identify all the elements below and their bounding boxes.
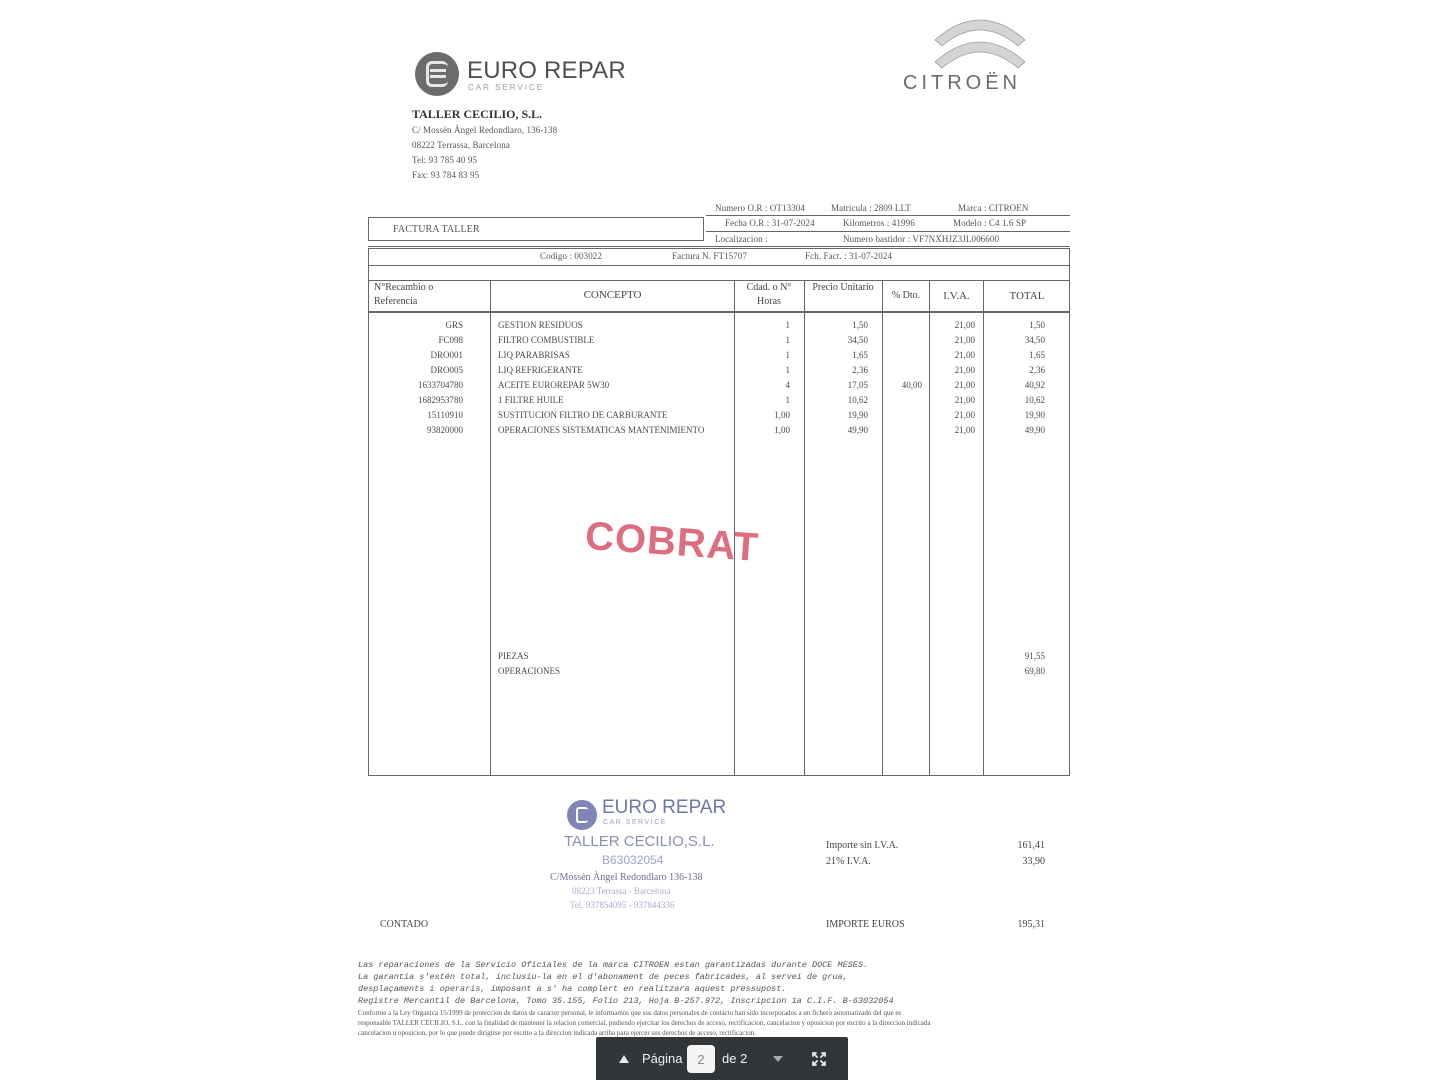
importe-euros-label: IMPORTE EUROS	[826, 919, 905, 930]
row-concepto: ACEITE EUROREPAR 5W30	[498, 380, 610, 390]
row-cantidad: 1	[785, 335, 790, 345]
header-divider	[706, 215, 1070, 216]
row-iva: 21,00	[954, 380, 975, 390]
row-concepto: LIQ PARABRISAS	[498, 350, 570, 360]
payment-method: CONTADO	[380, 919, 429, 930]
table-top-line	[368, 246, 1070, 247]
row-iva: 21,00	[954, 365, 975, 375]
page-number-input[interactable]	[687, 1045, 715, 1073]
factura-numero: Factura N. FT15707	[672, 251, 748, 261]
row-total: 34,50	[1024, 335, 1045, 345]
row-precio: 10,62	[847, 395, 868, 405]
row-referencia: 93820000	[427, 425, 463, 435]
stamp-tel: Tel. 937854095 - 937844336	[570, 900, 675, 910]
row-total: 1,50	[1029, 320, 1045, 330]
header-referencia: N°Recambio o Referencia	[374, 282, 434, 307]
subtotal-operaciones-value: 69,80	[1024, 666, 1045, 676]
marca: Marca : CITROEN	[958, 203, 1029, 213]
header-cantidad: Cdad. o N° Horas	[746, 282, 792, 307]
row-referencia: FC098	[438, 335, 463, 345]
row-total: 1,65	[1029, 350, 1045, 360]
iva-label: 21% I.V.A.	[826, 856, 871, 867]
legal-privacy-line: responsable TALLER CECILIO, S.L. con la finalidad de mantener la relacion comercial, pudiendo ejercitar los derechos de acceso, rectificacion, cancelacion y oposicion por escrito a la direccion indicada	[358, 1019, 931, 1027]
company-tel: Tel: 93 785 40 95	[412, 155, 478, 165]
triangle-down-icon	[773, 1056, 783, 1062]
fecha-factura: Fch. Fact. : 31-07-2024	[805, 251, 893, 261]
cobrat-stamp: COBRAT	[583, 513, 761, 571]
taller-stamp	[552, 795, 752, 920]
citroen-chevrons-icon	[900, 2, 1060, 72]
fecha-or: Fecha O.R : 31-07-2024	[725, 218, 815, 228]
row-total: 10,62	[1024, 395, 1045, 405]
row-iva: 21,00	[954, 335, 975, 345]
row-iva: 21,00	[954, 410, 975, 420]
row-cantidad: 1	[785, 395, 790, 405]
row-iva: 21,00	[954, 320, 975, 330]
euro-repar-logo	[415, 52, 645, 100]
row-cantidad: 4	[785, 380, 790, 390]
iva-value: 33,90	[1022, 856, 1045, 867]
stamp-logo-text: EURO REPAR	[602, 797, 727, 818]
row-precio: 2,36	[852, 365, 868, 375]
table-header-bottom	[368, 311, 1070, 313]
row-total: 40,92	[1024, 380, 1045, 390]
row-total: 19,90	[1024, 410, 1045, 420]
numero-bastidor: Numero bastidor : VF7NXHJZ3JL006600	[843, 234, 1000, 244]
row-precio: 34,50	[847, 335, 868, 345]
euro-repar-logo-subtext: CAR SERVICE	[468, 83, 545, 92]
company-fax: Fax: 93 784 83 95	[412, 170, 480, 180]
row-iva: 21,00	[954, 425, 975, 435]
row-referencia: 1633704780	[418, 380, 463, 390]
col-divider	[983, 280, 984, 776]
subtotal-piezas-value: 91,55	[1024, 651, 1045, 661]
row-cantidad: 1,00	[774, 410, 790, 420]
row-cantidad: 1	[785, 320, 790, 330]
row-cantidad: 1,00	[774, 425, 790, 435]
header-iva: I.V.A.	[943, 290, 970, 302]
modelo: Modelo : C4 1.6 SP	[953, 218, 1027, 228]
row-concepto: SUSTITUCION FILTRO DE CARBURANTE	[498, 410, 668, 420]
header-concepto: CONCEPTO	[583, 289, 642, 301]
row-total: 49,90	[1024, 425, 1045, 435]
header-divider	[706, 231, 1070, 232]
importe-sin-iva-value: 161,41	[1017, 840, 1045, 851]
row-concepto: FILTRO COMBUSTIBLE	[498, 335, 595, 345]
stamp-address: C/Mossèn Àngel Redondlaro 136-138	[550, 872, 703, 883]
row-cantidad: 1	[785, 365, 790, 375]
row-precio: 1,50	[852, 320, 868, 330]
subtotal-piezas-label: PIEZAS	[498, 651, 529, 661]
row-referencia: DRO005	[430, 365, 463, 375]
row-concepto: GESTION RESIDUOS	[498, 320, 583, 330]
legal-line: Las reparaciones de la Servicio Oficiales de la marca CITROEN estan garantizadas durante DOCE MESES.	[358, 960, 869, 970]
subtotal-operaciones-label: OPERACIONES	[498, 666, 561, 676]
col-divider	[490, 280, 491, 776]
row-precio: 49,90	[847, 425, 868, 435]
row-precio: 1,65	[852, 350, 868, 360]
euro-repar-logo-text: EURO REPAR	[467, 57, 626, 84]
stamp-nif: B63032054	[602, 853, 664, 867]
table-row-divider	[368, 265, 1070, 266]
importe-sin-iva-label: Importe sin I.V.A.	[826, 840, 899, 851]
localizacion: Localizacion :	[715, 234, 768, 244]
row-descuento: 40,00	[901, 380, 922, 390]
legal-line: La garantia s'estén total, inclusiu-la en el d'abonament de peces fabricades, al servei de grua,	[358, 972, 848, 982]
page-count-label: de 2	[722, 1051, 748, 1066]
row-cantidad: 1	[785, 350, 790, 360]
page-label: Página	[642, 1051, 683, 1066]
stamp-company-name: TALLER CECILIO,S.L.	[564, 833, 715, 850]
legal-privacy-line: Conforme a la Ley Organica 15/1999 de proteccion de datos de caracter personal, le informamos que sus datos personales de contacto han sido incorporados a un fichero automatizado del que es	[358, 1009, 902, 1017]
col-divider	[804, 280, 805, 776]
euro-repar-emblem-icon	[415, 52, 459, 96]
company-info	[412, 107, 557, 181]
company-name: TALLER CECILIO, S.L.	[412, 107, 543, 121]
row-referencia: 1682953780	[418, 395, 463, 405]
fullscreen-button[interactable]	[806, 1037, 832, 1080]
row-concepto: OPERACIONES SISTEMATICAS MANTENIMIENTO	[498, 425, 705, 435]
row-total: 2,36	[1029, 365, 1045, 375]
kilometros: Kilometros : 41996	[843, 218, 915, 228]
row-referencia: GRS	[445, 320, 463, 330]
pdf-page-toolbar	[596, 1037, 848, 1080]
legal-line: Registre Mercantil de Barcelona, Tomo 35.155, Folio 213, Hoja B-257.972, Inscripcion 1a C.I.F. B-63032054	[358, 996, 894, 1006]
col-divider	[929, 280, 930, 776]
row-referencia: 15110910	[427, 410, 463, 420]
matricula: Matricula : 2809 LLT	[831, 203, 911, 213]
citroen-logo-text: CITROËN	[903, 72, 1021, 94]
row-precio: 17,05	[847, 380, 868, 390]
legal-line: desplaçaments i operaris, imposant a s' ha complert en realitzara aquest pressupost.	[358, 984, 787, 994]
header-total: TOTAL	[1009, 290, 1045, 302]
header-descuento: % Dto.	[891, 290, 921, 301]
next-page-button[interactable]	[766, 1037, 790, 1080]
header-precio: Precio Unitario	[812, 282, 874, 293]
triangle-up-icon	[619, 1055, 629, 1063]
stamp-logo-subtext: CAR SERVICE	[603, 819, 667, 826]
codigo: Codigo : 003022	[540, 251, 603, 261]
col-divider	[882, 280, 883, 776]
row-concepto: LIQ REFRIGERANTE	[498, 365, 583, 375]
row-referencia: DRO001	[430, 350, 463, 360]
row-concepto: 1 FILTRE HUILE	[498, 395, 564, 405]
fullscreen-icon	[812, 1052, 826, 1066]
row-precio: 19,90	[847, 410, 868, 420]
stamp-euro-repar-icon	[567, 800, 597, 830]
stamp-city: 08223 Terrassa - Barcelona	[572, 886, 671, 896]
company-address: C/ Mossèn Àngel Redondlaro, 136-138	[412, 125, 558, 135]
row-iva: 21,00	[954, 350, 975, 360]
citroen-logo	[900, 2, 1060, 98]
doc-title-box	[368, 217, 704, 241]
doc-title: FACTURA TALLER	[393, 224, 480, 235]
legal-privacy-line: cancelacion u oposicion, por lo que puede dirigirse por escrito a la direccion indicada arriba para ejercer sus derechos de acceso, rectificacion.	[358, 1029, 757, 1037]
importe-euros-value: 195,31	[1017, 919, 1045, 930]
company-city: 08222 Terrassa, Barcelona	[412, 140, 510, 150]
numero-or: Numero O.R : OT13304	[715, 203, 805, 213]
previous-page-button[interactable]	[612, 1037, 636, 1080]
row-iva: 21,00	[954, 395, 975, 405]
